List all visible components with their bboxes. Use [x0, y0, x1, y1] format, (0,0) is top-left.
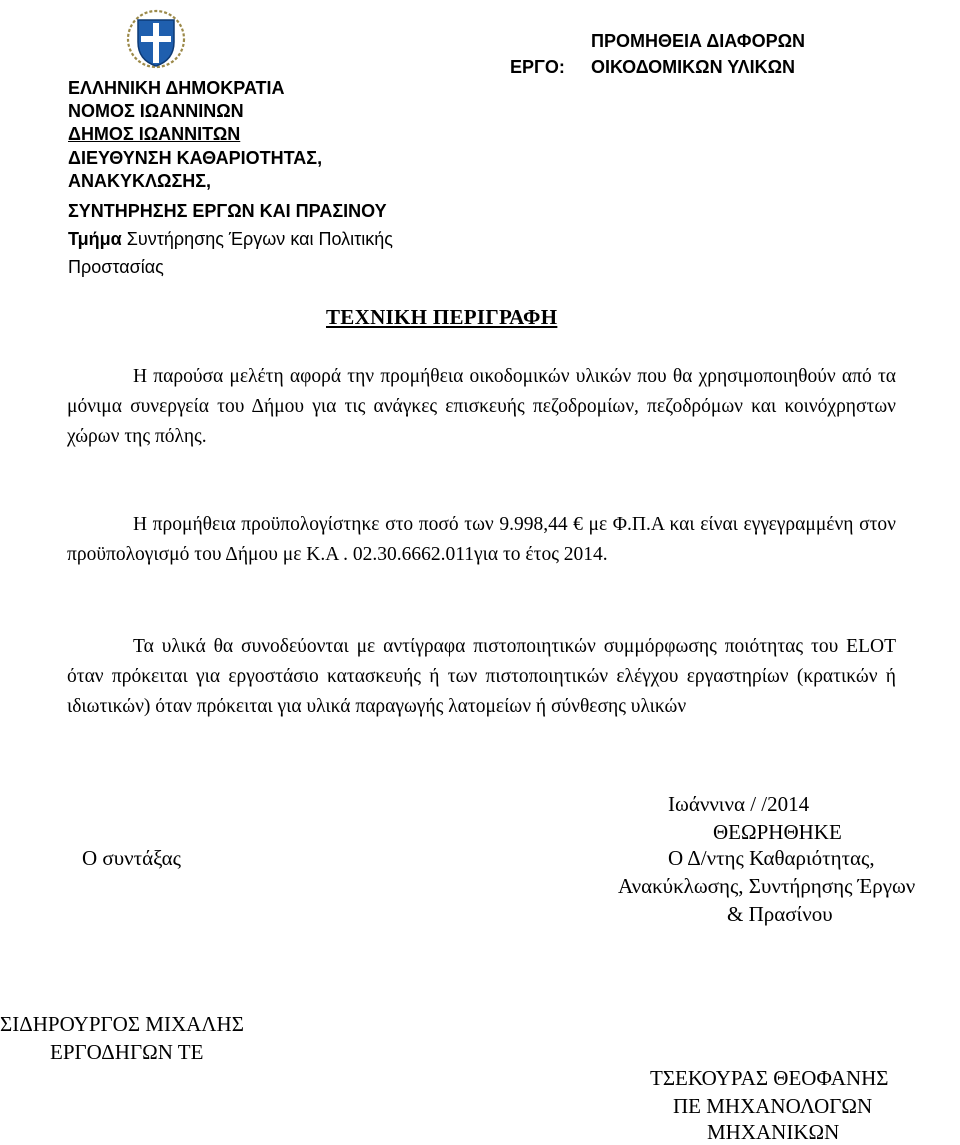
header-directorate-line1: ΔΙΕΥΘΥΝΣΗ ΚΑΘΑΡΙΟΤΗΤΑΣ, — [68, 148, 323, 168]
paragraph-3-text: Τα υλικά θα συνοδεύονται με αντίγραφα πιστοποιητικών συμμόρφωσης ποιότητας του ELOT όταν πρόκειται για εργοστάσιο κατασκευής ή των πιστοποιητικών ελέγχου εργαστηρίων (κρατικών ή ιδιωτικών) όταν πρόκειται για υλικά παραγωγής λατομείων ή σύνθεσης υλικών — [67, 636, 896, 717]
director-title-line1: ΠΕ ΜΗΧΑΝΟΛΟΓΩΝ — [673, 1094, 873, 1118]
header-prefecture: ΝΟΜΟΣ ΙΩΑΝΝΙΝΩΝ — [68, 101, 244, 121]
director-role-line1: Ο Δ/ντης Καθαριότητας, — [668, 846, 875, 870]
author-name: ΣΙΔΗΡΟΥΡΓΟΣ ΜΙΧΑΛΗΣ — [0, 1012, 244, 1036]
project-line1: ΠΡΟΜΗΘΕΙΑ ΔΙΑΦΟΡΩΝ — [591, 31, 806, 51]
header-republic: ΕΛΛΗΝΙΚΗ ΔΗΜΟΚΡΑΤΙΑ — [68, 78, 285, 98]
paragraph-2 — [67, 510, 896, 570]
date-line: Ιωάννινα / /2014 — [668, 792, 810, 816]
project-label: ΕΡΓΟ: — [510, 57, 565, 77]
department-line1: Συντήρησης Έργων και Πολιτικής — [126, 229, 393, 249]
coat-of-arms-emblem — [124, 6, 188, 70]
project-line2: ΟΙΚΟΔΟΜΙΚΩΝ ΥΛΙΚΩΝ — [591, 57, 796, 77]
paragraph-2-text: Η προμήθεια προϋπολογίστηκε στο ποσό των 9.998,44 € με Φ.Π.Α και είναι εγγεγραμμένη στον προϋπολογισμό του Δήμου με Κ.Α . 02.30.6662.011για το έτος 2014. — [67, 514, 896, 565]
director-role-line3: & Πρασίνου — [727, 902, 833, 926]
header-directorate-line3: ΣΥΝΤΗΡΗΣΗΣ ΕΡΓΩΝ ΚΑΙ ΠΡΑΣΙΝΟΥ — [68, 201, 387, 221]
director-name: ΤΣΕΚΟΥΡΑΣ ΘΕΟΦΑΝΗΣ — [650, 1066, 889, 1090]
paragraph-1 — [67, 362, 896, 452]
director-title-line2: ΜΗΧΑΝΙΚΩΝ — [707, 1120, 840, 1144]
header-department-line2: Προστασίας — [68, 257, 164, 277]
header-municipality: ΔΗΜΟΣ ΙΩΑΝΝΙΤΩΝ — [68, 124, 241, 144]
department-label: Τμήμα — [68, 229, 122, 249]
author-title: ΕΡΓΟΔΗΓΩΝ ΤΕ — [50, 1040, 204, 1064]
header-department — [68, 228, 393, 252]
document-title: ΤΕΧΝΙΚΗ ΠΕΡΙΓΡΑΦΗ — [326, 305, 558, 329]
paragraph-1-text: Η παρούσα μελέτη αφορά την προμήθεια οικοδομικών υλικών που θα χρησιμοποιηθούν από τα μόνιμα συνεργεία του Δήμου για τις ανάγκες επισκευής πεζοδρομίων, πεζοδρόμων και κοινόχρηστων χώρων της πόλης. — [67, 366, 896, 447]
director-role-line2: Ανακύκλωσης, Συντήρησης Έργων — [618, 874, 916, 898]
author-role: Ο συντάξας — [82, 846, 181, 870]
header-directorate-line2: ΑΝΑΚΥΚΛΩΣΗΣ, — [68, 171, 212, 191]
reviewed-label: ΘΕΩΡΗΘΗΚΕ — [713, 820, 842, 844]
paragraph-3 — [67, 632, 896, 722]
